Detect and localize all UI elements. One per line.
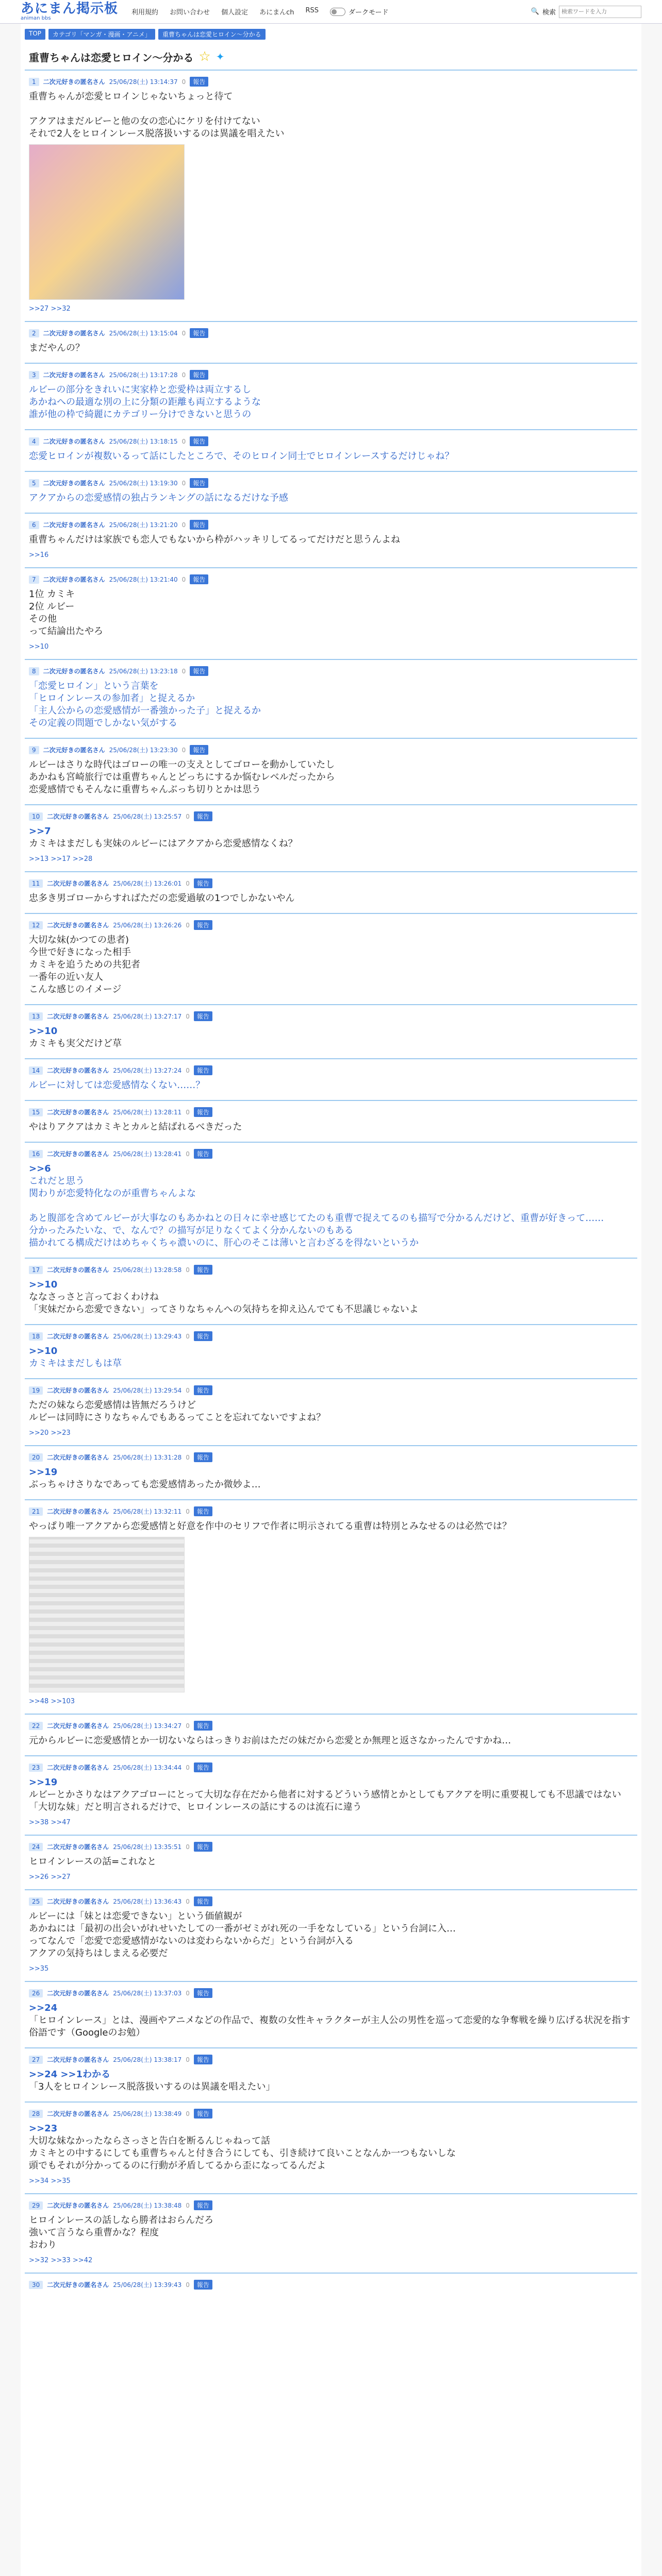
good-count[interactable]: 0 (186, 2056, 190, 2063)
report-button[interactable]: 報告 (194, 1762, 212, 1772)
post-replies[interactable]: >>34 >>35 (29, 2177, 71, 2185)
post-body: ルビーはさりな時代はゴローの唯一の支えとしてゴローを動かしていたし あかねも宮崎旅行では重曹ちゃんとどっちにするか悩むレベルだったから 恋愛感情でもそんなに重曹ちゃんぶっち切りとかは思う (29, 759, 335, 795)
report-button[interactable]: 報告 (194, 811, 212, 821)
poster-name: 二次元好きの匿名さん (47, 1266, 109, 1274)
post-number[interactable]: 30 (29, 2281, 43, 2289)
site-logo[interactable] (21, 2, 118, 21)
post (25, 659, 637, 738)
post-header (29, 1385, 633, 1395)
post-number[interactable]: 11 (29, 879, 43, 888)
good-count[interactable]: 0 (186, 1453, 190, 1461)
post (25, 913, 637, 1004)
post-header (29, 1842, 633, 1852)
toggle-switch[interactable] (330, 8, 345, 16)
good-count[interactable]: 0 (186, 2281, 190, 2289)
report-button[interactable]: 報告 (190, 574, 208, 584)
poster-name: 二次元好きの匿名さん (43, 747, 105, 754)
post-date: 25/06/28(土) 13:14:37 (109, 78, 178, 86)
nav-item-animanch[interactable]: あにまんch (259, 9, 294, 16)
good-count[interactable]: 0 (181, 575, 186, 583)
post-body: やはりアクアはカミキとカルと結ばれるべきだった (29, 1122, 242, 1132)
post-replies[interactable]: >>32 >>33 >>42 (29, 2257, 93, 2264)
good-count[interactable]: 0 (186, 921, 190, 929)
report-button[interactable]: 報告 (194, 2109, 212, 2119)
post (25, 1445, 637, 1499)
main-content (21, 24, 641, 2576)
nav-item-settings[interactable]: 個人設定 (221, 9, 249, 16)
poster-name: 二次元好きの匿名さん (43, 371, 105, 379)
post-header (29, 436, 633, 446)
post-body: ルビーの部分をきれいに実家枠と恋愛枠は両立するし あかねへの最適な別の上に分類の距離も両立するような 誰が他の枠で綺麗にカテゴリー分けできないと思うの (29, 384, 261, 420)
nav-menu (131, 7, 319, 16)
top-bar (0, 0, 662, 24)
breadcrumb-top[interactable]: TOP (25, 29, 45, 40)
good-count[interactable]: 0 (181, 78, 186, 86)
report-button[interactable]: 報告 (194, 1385, 212, 1395)
post-body: 恋愛ヒロインが複数いるって話にしたところで、そのヒロイン同士でヒロインレースするだけじゃね？ (29, 451, 454, 462)
good-count[interactable]: 0 (181, 437, 186, 445)
post-quote[interactable]: >>10 (29, 1279, 58, 1290)
post (25, 1378, 637, 1445)
report-button[interactable]: 報告 (190, 520, 208, 530)
poster-name: 二次元好きの匿名さん (43, 521, 105, 529)
post-body: ななさっさと言っておくわけね 「実妹だから恋愛できない」ってさりなちゃんへの気持ちを抑え込んでても不思議じゃないよ (29, 1292, 419, 1315)
report-button[interactable]: 報告 (190, 77, 208, 87)
post-quote[interactable]: >>6 (29, 1163, 51, 1174)
thread-header (21, 42, 641, 70)
search-input[interactable] (559, 6, 641, 18)
post-number[interactable]: 1 (29, 78, 39, 86)
post-quote[interactable]: >>19 (29, 1467, 58, 1478)
search-icon[interactable]: 🔍 (531, 8, 539, 15)
report-button[interactable]: 報告 (190, 370, 208, 380)
nav-item-contact[interactable]: お問い合わせ (170, 9, 210, 16)
post-body: カミキも実父だけど草 (29, 1038, 122, 1049)
dark-mode-label: ダークモード (349, 9, 389, 16)
post (25, 2193, 637, 2273)
post-header (29, 2109, 633, 2119)
poster-name: 二次元好きの匿名さん (43, 438, 105, 445)
post-date: 25/06/28(土) 13:38:49 (113, 2110, 182, 2117)
post-header (29, 1107, 633, 1117)
good-count[interactable]: 0 (181, 479, 186, 487)
post (25, 1324, 637, 1378)
post-number[interactable]: 5 (29, 479, 39, 487)
post-header (29, 574, 633, 584)
post (25, 738, 637, 804)
post (25, 513, 637, 567)
report-button[interactable]: 報告 (190, 436, 208, 446)
poster-name: 二次元好きの匿名さん (47, 813, 109, 820)
nav-item-terms[interactable]: 利用規約 (131, 9, 159, 16)
post (25, 321, 637, 363)
report-button[interactable]: 報告 (194, 1149, 212, 1159)
good-count[interactable]: 0 (186, 2110, 190, 2117)
dark-mode-toggle[interactable] (330, 7, 388, 16)
good-count[interactable]: 0 (181, 371, 186, 379)
post-date: 25/06/28(土) 13:23:18 (109, 668, 178, 675)
post (25, 471, 637, 513)
twitter-share-icon[interactable]: ✦ (216, 50, 225, 63)
post-date: 25/06/28(土) 13:37:03 (113, 1990, 182, 1997)
poster-name: 二次元好きの匿名さん (47, 1109, 109, 1116)
post-header (29, 1265, 633, 1275)
poster-name: 二次元好きの匿名さん (47, 922, 109, 929)
post-body: まだやんの？ (29, 343, 85, 353)
post-quote[interactable]: >>10 (29, 1346, 58, 1357)
post-body: ぶっちゃけさりなであっても恋愛感情あったか微妙よ… (29, 1479, 261, 1490)
post-body: カミキはまだしもは草 (29, 1358, 122, 1369)
post-quote[interactable]: >>7 (29, 826, 51, 837)
post-date: 25/06/28(土) 13:26:01 (113, 880, 182, 887)
breadcrumb (21, 24, 641, 42)
poster-name: 二次元好きの匿名さん (47, 1843, 109, 1851)
post (25, 567, 637, 659)
report-button[interactable]: 報告 (194, 1842, 212, 1852)
good-count[interactable]: 0 (186, 1897, 190, 1905)
post-date: 25/06/28(土) 13:29:43 (113, 1333, 182, 1340)
post-body: 大切な妹なかったならさっさと告白を断るんじゃねって話 カミキとの中するにしても重曹ちゃんと付き合うにしても、引き続けて良いことなんか一つもないしな 頭でもそれが分かってるのに行動が矛盾してるから歪になってるんだよ (29, 2136, 456, 2171)
good-count[interactable]: 0 (186, 1066, 190, 1074)
post-header (29, 920, 633, 930)
post-body: 「恋愛ヒロイン」という言葉を 「ヒロインレースの参加者」と捉えるか 「主人公からの恋愛感情が一番強かった子」と捉えるか その定義の問題でしかない気がする (29, 681, 261, 728)
post-header (29, 878, 633, 888)
post-number[interactable]: 7 (29, 575, 39, 584)
site-subtitle: animan bbs (21, 15, 51, 21)
post-date: 25/06/28(土) 13:23:30 (109, 747, 178, 754)
post-quote[interactable]: >>24 (29, 2003, 58, 2013)
post (25, 363, 637, 429)
post-image[interactable] (29, 144, 185, 300)
post-body: アクアからの恋愛感情の独占ランキングの話になるだけな予感 (29, 493, 288, 503)
post-body: ヒロインレースの話しなら勝者はおらんだろ 強いて言うなら重曹かな？程度 おわり (29, 2215, 214, 2250)
post-header (29, 1452, 633, 1462)
post-header (29, 666, 633, 676)
poster-name: 二次元好きの匿名さん (47, 1013, 109, 1020)
poster-name: 二次元好きの匿名さん (47, 2110, 109, 2117)
poster-name: 二次元好きの匿名さん (47, 2281, 109, 2289)
post (25, 2047, 637, 2102)
site-title: あにまん掲示板 (21, 1, 119, 16)
post-body: 大切な妹(かつての患者) 今世で好きになった相手 カミキを追うための共犯者 一番年の近い友人 こんな感じのイメージ (29, 935, 140, 995)
post-header (29, 328, 633, 338)
post-replies[interactable]: >>13 >>17 >>28 (29, 855, 93, 863)
post-body: ルビーとかさりなはアクアゴローにとって大切な存在だから他者に対するどういう感情とかとしてもアクアを明に重要視しても不思議ではない 「大切な妹」だと明言されるだけで、ヒロインレースの話にするのは流石に違う (29, 1789, 621, 1812)
poster-name: 二次元好きの匿名さん (47, 1150, 109, 1158)
page-title: 重曹ちゃんは恋愛ヒロイン～分かる (29, 51, 194, 64)
good-count[interactable]: 0 (186, 1843, 190, 1851)
report-button[interactable]: 報告 (194, 1011, 212, 1021)
post-replies[interactable]: >>27 >>32 (29, 305, 71, 313)
poster-name: 二次元好きの匿名さん (47, 1898, 109, 1905)
good-count[interactable]: 0 (186, 1266, 190, 1274)
post-date: 25/06/28(土) 13:39:43 (113, 2281, 182, 2289)
post-header (29, 1011, 633, 1021)
post-quote[interactable]: >>10 (29, 1026, 58, 1037)
post-image[interactable] (29, 1537, 185, 1692)
post-number[interactable]: 8 (29, 667, 39, 675)
good-count[interactable]: 0 (186, 1150, 190, 1158)
post-replies[interactable]: >>48 >>103 (29, 1698, 75, 1705)
post-header (29, 811, 633, 821)
post-replies[interactable]: >>20 >>23 (29, 1429, 71, 1437)
post-replies[interactable]: >>26 >>27 (29, 1873, 71, 1881)
post-number[interactable]: 25 (29, 1897, 43, 1906)
post-header (29, 1065, 633, 1075)
post-body: 1位 カミキ 2位 ルビー その他 って結論出たやろ (29, 589, 103, 637)
post-number[interactable]: 20 (29, 1453, 43, 1462)
post-header (29, 1896, 633, 1906)
post (25, 1100, 637, 1142)
report-button[interactable]: 報告 (190, 328, 208, 338)
poster-name: 二次元好きの匿名さん (47, 1508, 109, 1515)
poster-name: 二次元好きの匿名さん (47, 880, 109, 887)
post-date: 25/06/28(土) 13:35:51 (113, 1843, 182, 1851)
post-replies[interactable]: >>38 >>47 (29, 1819, 71, 1826)
report-button[interactable]: 報告 (194, 1896, 212, 1906)
post-body: 「ヒロインレース」とは、漫画やアニメなどの作品で、複数の女性キャラクターが主人公の男性を巡って恋愛的な争奪戦を繰り広げる状況を指す俗語です（Googleのお勉） (29, 2015, 631, 2038)
report-button[interactable]: 報告 (190, 666, 208, 676)
post-date: 25/06/28(土) 13:18:15 (109, 438, 178, 445)
post-header (29, 2280, 633, 2290)
post-number[interactable]: 16 (29, 1150, 43, 1158)
post-number[interactable]: 19 (29, 1386, 43, 1395)
post (25, 1499, 637, 1714)
poster-name: 二次元好きの匿名さん (47, 1764, 109, 1771)
post-body: ルビーには「妹とは恋愛できない」という価値観が あかねには「最初の出会いがれせいたしての一番がゼミがれ死の一手をなしている」という台詞に入… ってなんで「恋愛で恋愛感情がないのは変わらないからだ」という台詞が入る アクアの気持ちはしまえる必要だ (29, 1911, 456, 1959)
post (25, 1004, 637, 1058)
post-date: 25/06/28(土) 13:27:17 (113, 1013, 182, 1020)
good-count[interactable]: 0 (186, 1507, 190, 1515)
post-date: 25/06/28(土) 13:29:54 (113, 1387, 182, 1394)
post-header (29, 2200, 633, 2210)
post-number[interactable]: 17 (29, 1266, 43, 1274)
post (25, 2102, 637, 2193)
post-header (29, 1331, 633, 1341)
good-count[interactable]: 0 (186, 879, 190, 887)
post-number[interactable]: 4 (29, 437, 39, 446)
post-date: 25/06/28(土) 13:34:27 (113, 1722, 182, 1730)
poster-name: 二次元好きの匿名さん (47, 2056, 109, 2063)
post-date: 25/06/28(土) 13:17:28 (109, 371, 178, 379)
post-date: 25/06/28(土) 13:32:11 (113, 1508, 182, 1515)
post-replies[interactable]: >>10 (29, 643, 49, 651)
poster-name: 二次元好きの匿名さん (47, 1454, 109, 1461)
post-header (29, 370, 633, 380)
poster-name: 二次元好きの匿名さん (43, 480, 105, 487)
nav-item-rss[interactable]: RSS (305, 7, 319, 14)
post-number[interactable]: 28 (29, 2110, 43, 2118)
post (25, 2273, 637, 2302)
post-date: 25/06/28(土) 13:26:26 (113, 922, 182, 929)
post-replies[interactable]: >>16 (29, 551, 49, 559)
post (25, 871, 637, 913)
post-date: 25/06/28(土) 13:21:20 (109, 521, 178, 529)
post-number[interactable]: 12 (29, 921, 43, 929)
post-date: 25/06/28(土) 13:25:57 (113, 813, 182, 820)
report-button[interactable]: 報告 (194, 920, 212, 930)
post-date: 25/06/28(土) 13:31:28 (113, 1454, 182, 1461)
report-button[interactable]: 報告 (194, 878, 212, 888)
good-count[interactable]: 0 (186, 1108, 190, 1116)
report-button[interactable]: 報告 (194, 2055, 212, 2064)
report-button[interactable]: 報告 (194, 1065, 212, 1075)
post-header (29, 77, 633, 87)
good-count[interactable]: 0 (186, 812, 190, 820)
poster-name: 二次元好きの匿名さん (47, 1067, 109, 1074)
good-count[interactable]: 0 (181, 521, 186, 529)
post-date: 25/06/28(土) 13:38:17 (113, 2056, 182, 2063)
post (25, 1058, 637, 1100)
post-number[interactable]: 14 (29, 1066, 43, 1075)
post-header (29, 1988, 633, 1998)
poster-name: 二次元好きの匿名さん (47, 2202, 109, 2209)
good-count[interactable]: 0 (186, 1332, 190, 1340)
post-number[interactable]: 3 (29, 371, 39, 379)
post-number[interactable]: 9 (29, 746, 39, 754)
post-number[interactable]: 18 (29, 1332, 43, 1341)
good-count[interactable]: 0 (186, 1386, 190, 1394)
breadcrumb-thread[interactable]: 重曹ちゃんは恋愛ヒロイン～分かる (158, 29, 266, 40)
poster-name: 二次元好きの匿名さん (47, 1387, 109, 1394)
post-number[interactable]: 24 (29, 1843, 43, 1851)
post-number[interactable]: 26 (29, 1989, 43, 1997)
post-body: ヒロインレースの話=これなと (29, 1856, 157, 1867)
post (25, 70, 637, 321)
post-body: カミキはまだしも実妹のルビーにはアクアから恋愛感情なくね？ (29, 838, 297, 849)
search-label: 検索 (542, 9, 556, 16)
post-number[interactable]: 6 (29, 521, 39, 529)
post-body: 「3人をヒロインレース脱落扱いするのは異議を唱えたい」 (29, 2081, 275, 2092)
post-body: 元からルビーに恋愛感情とか一切ないならはっきりお前はただの妹だから恋愛とか無理と返さなかったんですかね… (29, 1735, 511, 1746)
post-date: 25/06/28(土) 13:19:30 (109, 480, 178, 487)
post (25, 1258, 637, 1324)
post-body: 忠多き男ゴローからすればただの恋愛過敏の1つでしかないやん (29, 893, 295, 904)
post-quote[interactable]: >>23 (29, 2123, 58, 2134)
post-header (29, 1149, 633, 1159)
poster-name: 二次元好きの匿名さん (47, 1722, 109, 1730)
post-replies[interactable]: >>35 (29, 1965, 49, 1973)
post-number[interactable]: 2 (29, 329, 39, 337)
post-header (29, 1721, 633, 1731)
post-number[interactable]: 23 (29, 1764, 43, 1772)
post (25, 1981, 637, 2047)
breadcrumb-category[interactable]: カテゴリ「マンガ・漫画・アニメ」 (48, 29, 155, 40)
poster-name: 二次元好きの匿名さん (47, 1990, 109, 1997)
post-date: 25/06/28(土) 13:28:11 (113, 1109, 182, 1116)
poster-name: 二次元好きの匿名さん (43, 330, 105, 337)
post (25, 1835, 637, 1889)
report-button[interactable]: 報告 (190, 745, 208, 755)
good-count[interactable]: 0 (186, 1764, 190, 1771)
report-button[interactable]: 報告 (194, 1331, 212, 1341)
report-button[interactable]: 報告 (190, 478, 208, 488)
post-number[interactable]: 27 (29, 2056, 43, 2064)
poster-name: 二次元好きの匿名さん (43, 668, 105, 675)
post-header (29, 745, 633, 755)
post-header (29, 2055, 633, 2064)
report-button[interactable]: 報告 (194, 2280, 212, 2290)
post-number[interactable]: 29 (29, 2201, 43, 2210)
good-count[interactable]: 0 (181, 667, 186, 675)
post-header (29, 520, 633, 530)
post-quote[interactable]: >>19 (29, 1777, 58, 1788)
poster-name: 二次元好きの匿名さん (47, 1333, 109, 1340)
post-header (29, 1762, 633, 1772)
post (25, 804, 637, 871)
post-body: ルビーに対しては恋愛感情なくない……？ (29, 1080, 205, 1091)
post-date: 25/06/28(土) 13:28:41 (113, 1150, 182, 1158)
good-count[interactable]: 0 (186, 1722, 190, 1730)
report-button[interactable]: 報告 (194, 1988, 212, 1998)
post-body: やっぱり唯一アクアから恋愛感情と好意を作中のセリフで作者に明示されてる重曹は特別とみなせるのは必然では？ (29, 1521, 511, 1532)
post-body: 重曹ちゃんだけは家族でも恋人でもないから枠がハッキリしてるってだけだと思うんよね (29, 534, 400, 545)
report-button[interactable]: 報告 (194, 1107, 212, 1117)
post-number[interactable]: 22 (29, 1722, 43, 1730)
favorite-star-icon[interactable]: ☆ (198, 49, 211, 64)
post (25, 1142, 637, 1258)
post-date: 25/06/28(土) 13:36:43 (113, 1898, 182, 1905)
post-number[interactable]: 21 (29, 1507, 43, 1516)
good-count[interactable]: 0 (181, 329, 186, 337)
post (25, 1714, 637, 1755)
post-list (21, 70, 641, 2302)
good-count[interactable]: 0 (186, 1989, 190, 1997)
post-number[interactable]: 13 (29, 1012, 43, 1021)
post-body: 重曹ちゃんが恋愛ヒロインじゃないちょっと待て アクアはまだルビーと他の女の恋心にケリを付けてない それで2人をヒロインレース脱落扱いするのは異議を唱えたい (29, 91, 285, 139)
post-date: 25/06/28(土) 13:38:48 (113, 2202, 182, 2209)
report-button[interactable]: 報告 (194, 2200, 212, 2210)
post-header (29, 1506, 633, 1516)
post (25, 1755, 637, 1835)
post-date: 25/06/28(土) 13:27:24 (113, 1067, 182, 1074)
poster-name: 二次元好きの匿名さん (43, 78, 105, 86)
post-body: ただの妹なら恋愛感情は皆無だろうけど ルビーは同時にさりなちゃんでもあるってことを忘れてないですよね？ (29, 1400, 326, 1423)
poster-name: 二次元好きの匿名さん (43, 576, 105, 583)
good-count[interactable]: 0 (181, 746, 186, 754)
post-date: 25/06/28(土) 13:34:44 (113, 1764, 182, 1771)
report-button[interactable]: 報告 (194, 1721, 212, 1731)
search-area (531, 6, 641, 18)
post-number[interactable]: 10 (29, 812, 43, 821)
post-date: 25/06/28(土) 13:15:04 (109, 330, 178, 337)
good-count[interactable]: 0 (186, 2201, 190, 2209)
post-number[interactable]: 15 (29, 1108, 43, 1116)
post-header (29, 478, 633, 488)
post-body: これだと思う 関わりが恋愛特化なのが重曹ちゃんよな あと腹部を含めてルビーが大事なのもあかねとの日々に幸せ感じてたのも重曹で捉えてるのも描写で分かるんだけど、重曹が好きって…… 分かったみたいな、で、なんで？の描写が足りなくてよく分かんないのもある 描かれてる構成だけはめちゃくちゃ濃いのに、肝心のそこは薄いと言わざるを得ないというか (29, 1176, 604, 1248)
post (25, 429, 637, 471)
report-button[interactable]: 報告 (194, 1506, 212, 1516)
report-button[interactable]: 報告 (194, 1452, 212, 1462)
post-date: 25/06/28(土) 13:21:40 (109, 576, 178, 583)
good-count[interactable]: 0 (186, 1012, 190, 1020)
post-date: 25/06/28(土) 13:28:58 (113, 1266, 182, 1274)
report-button[interactable]: 報告 (194, 1265, 212, 1275)
post-quote[interactable]: >>24 >>1わかる (29, 2069, 111, 2080)
post (25, 1889, 637, 1981)
